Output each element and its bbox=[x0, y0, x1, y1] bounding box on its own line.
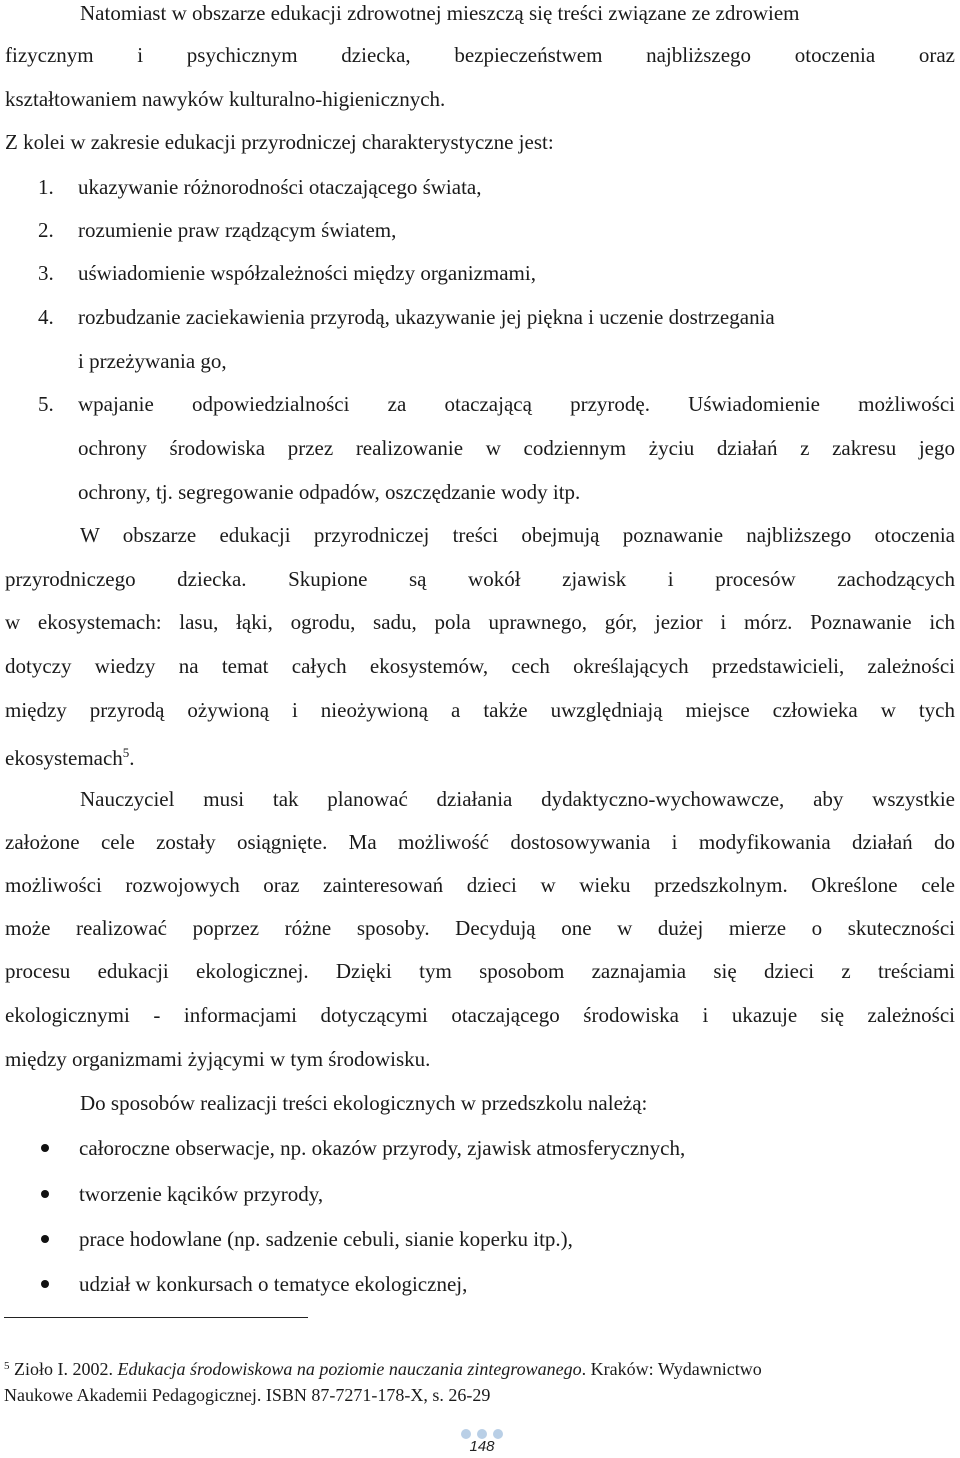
paragraph-2-line-4: dotyczy wiedzy na temat całych ekosystemów, cech określających przedstawicieli, zależności bbox=[5, 654, 955, 678]
paragraph-3-line-5: procesu edukacji ekologicznej. Dzięki tym sposobom zaznajamia się dzieci z treściami bbox=[5, 959, 955, 983]
bullet-icon bbox=[41, 1235, 49, 1243]
bullet-text: prace hodowlane (np. sadzenie cebuli, sianie koperku itp.), bbox=[79, 1227, 573, 1251]
list-number: 5. bbox=[38, 392, 54, 416]
paragraph-2-line-3: w ekosystemach: lasu, łąki, ogrodu, sadu, pola uprawnego, gór, jezior i mórz. Poznawanie ich bbox=[5, 610, 955, 634]
paragraph-2-line-6-text: ekosystemach bbox=[5, 746, 123, 770]
paragraph-3-line-3: możliwości rozwojowych oraz zainteresowań dzieci w wieku przedszkolnym. Określone cele bbox=[5, 873, 955, 897]
bullet-icon bbox=[41, 1144, 49, 1152]
list-item-text: rozumienie praw rządzącym światem, bbox=[78, 218, 397, 242]
paragraph-2-line-2: przyrodniczego dziecka. Skupione są wokół zjawisk i procesów zachodzących bbox=[5, 567, 955, 591]
list-item-text: wpajanie odpowiedzialności za otaczającą przyrodę. Uświadomienie możliwości bbox=[78, 392, 955, 416]
page-number: 148 bbox=[469, 1438, 495, 1455]
list-item-text: ukazywanie różnorodności otaczającego świata, bbox=[78, 175, 482, 199]
paragraph-4-intro: Do sposobów realizacji treści ekologicznych w przedszkolu należą: bbox=[80, 1091, 648, 1115]
paragraph-2-line-1: W obszarze edukacji przyrodniczej treści obejmują poznawanie najbliższego otoczenia bbox=[80, 523, 955, 547]
list-item-text-continued: i przeżywania go, bbox=[78, 349, 227, 373]
bullet-icon bbox=[41, 1280, 49, 1288]
list-number: 1. bbox=[38, 175, 54, 199]
list-number: 2. bbox=[38, 218, 54, 242]
footnote-line-1 bbox=[4, 1354, 762, 1381]
intro-line: Z kolei w zakresie edukacji przyrodniczej charakterystyczne jest: bbox=[5, 130, 554, 154]
paragraph-3-line-2: założone cele zostały osiągnięte. Ma możliwość dostosowywania i modyfikowania działań do bbox=[5, 830, 955, 854]
list-item-text-continued: ochrony, tj. segregowanie odpadów, oszczędzanie wody itp. bbox=[78, 480, 581, 504]
bullet-text: tworzenie kącików przyrody, bbox=[79, 1182, 324, 1206]
footnote-author: Zioło I. 2002. bbox=[9, 1359, 118, 1379]
paragraph-3-line-7: między organizmami żyjącymi w tym środowisku. bbox=[5, 1047, 431, 1071]
footnote-separator bbox=[4, 1317, 308, 1318]
footnote-line-2: Naukowe Akademii Pedagogicznej. ISBN 87-7271-178-X, s. 26-29 bbox=[4, 1385, 491, 1405]
bullet-text: udział w konkursach o tematyce ekologicznej, bbox=[79, 1272, 468, 1296]
paragraph-2-line-5: między przyrodą ożywioną i nieożywioną a także uwzględniają miejsce człowieka w tych bbox=[5, 698, 955, 722]
bullet-icon bbox=[41, 1190, 49, 1198]
paragraph-1-line-2: fizycznym i psychicznym dziecka, bezpieczeństwem najbliższego otoczenia oraz bbox=[5, 43, 955, 67]
list-number: 3. bbox=[38, 261, 54, 285]
footnote-mark: 5 bbox=[4, 1360, 10, 1372]
list-item-text: rozbudzanie zaciekawienia przyrodą, ukazywanie jej piękna i uczenie dostrzegania bbox=[78, 305, 775, 329]
paragraph-3-line-4: może realizować poprzez różne sposoby. Decydują one w dużej mierze o skuteczności bbox=[5, 916, 955, 940]
list-item-text-continued: ochrony środowiska przez realizowanie w codziennym życiu działań z zakresu jego bbox=[78, 436, 955, 460]
paragraph-1-line-3: kształtowaniem nawyków kulturalno-higienicznych. bbox=[5, 87, 446, 111]
paragraph-1-line-1: Natomiast w obszarze edukacji zdrowotnej mieszczą się treści związane ze zdrowiem bbox=[80, 1, 800, 25]
paragraph-2-line-6 bbox=[5, 739, 135, 772]
paragraph-3-line-6: ekologicznymi - informacjami dotyczącymi otaczającego środowiska i ukazuje się zależności bbox=[5, 1003, 955, 1027]
paragraph-2-line-6-end: . bbox=[129, 746, 135, 770]
footnote-publisher: . Kraków: Wydawnictwo bbox=[581, 1359, 762, 1379]
footnote-title: Edukacja środowiskowa na poziomie nauczania zintegrowanego bbox=[117, 1359, 582, 1379]
list-number: 4. bbox=[38, 305, 54, 329]
bullet-text: całoroczne obserwacje, np. okazów przyrody, zjawisk atmosferycznych, bbox=[79, 1136, 686, 1160]
list-item-text: uświadomienie współzależności między organizmami, bbox=[78, 261, 536, 285]
paragraph-3-line-1: Nauczyciel musi tak planować działania dydaktyczno-wychowawcze, aby wszystkie bbox=[80, 787, 955, 811]
footnote-reference[interactable]: 5 bbox=[122, 745, 130, 760]
